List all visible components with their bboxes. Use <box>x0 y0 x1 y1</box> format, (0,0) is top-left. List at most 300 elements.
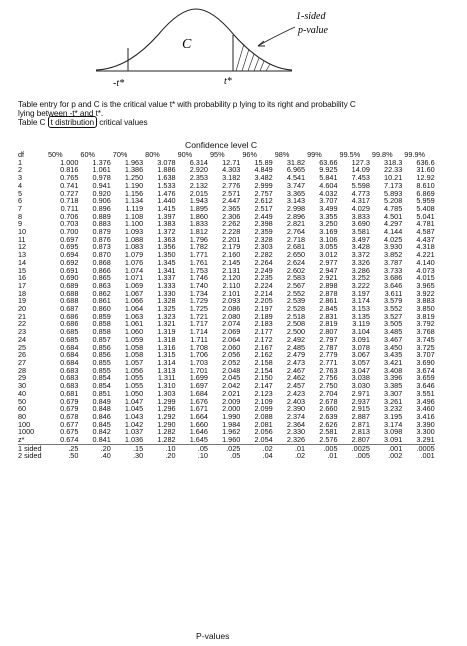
confidence-level-header: 70% <box>112 150 128 159</box>
critical-value-cell: 2.120 <box>222 273 241 283</box>
p-value-cell: .05 <box>230 451 241 461</box>
critical-value-cell: 0.856 <box>92 342 111 352</box>
critical-value-cell: 1.071 <box>124 273 144 283</box>
critical-value-cell: 3.307 <box>384 388 403 398</box>
critical-value-cell: 2.145 <box>222 257 241 267</box>
critical-value-cell: 2.779 <box>319 350 338 360</box>
df-cell: 1000 <box>18 427 35 437</box>
df-cell: 3 <box>18 173 23 183</box>
df-cell: 10 <box>18 227 27 237</box>
critical-value-cell: 3.467 <box>384 334 403 344</box>
caption-suffix: critical values <box>99 117 148 127</box>
df-cell: 30 <box>18 381 27 391</box>
critical-value-cell: 4.144 <box>384 227 403 237</box>
critical-value-cell: 2.887 <box>351 411 370 421</box>
critical-value-cell: 1.299 <box>157 396 176 406</box>
critical-value-cell: 0.920 <box>92 188 111 198</box>
critical-value-cell: 2.898 <box>319 280 338 290</box>
critical-value-cell: 1.350 <box>157 250 176 260</box>
p-row-label: 1 sided <box>18 444 46 452</box>
critical-value-cell: 2.306 <box>222 211 241 221</box>
df-cell: 22 <box>18 319 27 329</box>
critical-value-cell: 1.984 <box>222 419 241 429</box>
critical-value-cell: 1.701 <box>189 365 208 375</box>
critical-value-cell: 2.359 <box>254 227 273 237</box>
critical-value-cell: 5.598 <box>351 180 370 190</box>
critical-value-cell: 1.711 <box>190 334 208 344</box>
critical-value-cell: 2.626 <box>319 419 338 429</box>
critical-value-cell: 2.365 <box>222 203 241 213</box>
critical-value-cell: 3.291 <box>416 435 435 445</box>
critical-value-cell: 1.315 <box>157 350 176 360</box>
critical-value-cell: 2.080 <box>222 311 241 321</box>
critical-value-cell: 3.819 <box>416 311 435 321</box>
table-footer <box>18 444 435 460</box>
critical-value-cell: 1.310 <box>157 381 176 391</box>
confidence-level-heading: Confidence level C <box>185 140 258 150</box>
critical-value-cell: 5.841 <box>319 173 338 183</box>
critical-value-cell: 5.959 <box>416 196 435 206</box>
confidence-level-header: 99% <box>307 150 322 159</box>
critical-value-cell: 2.160 <box>222 250 241 260</box>
critical-value-cell: 2.214 <box>254 288 273 298</box>
critical-value-cell: 2.807 <box>351 435 370 445</box>
critical-value-cell: 1.325 <box>157 304 176 314</box>
critical-value-cell: 3.768 <box>416 327 435 337</box>
critical-value-cell: 3.057 <box>351 357 370 367</box>
critical-value-cell: 7.173 <box>384 180 403 190</box>
critical-value-cell: 1.328 <box>157 296 176 306</box>
df-cell: 20 <box>18 304 27 314</box>
critical-value-cell: 0.870 <box>92 250 111 260</box>
critical-value-cell: 3.055 <box>319 242 338 252</box>
critical-value-cell: 2.264 <box>254 257 273 267</box>
critical-value-cell: 2.819 <box>319 319 338 329</box>
critical-value-cell: 1.761 <box>189 257 208 267</box>
critical-value-cell: 1.660 <box>189 419 208 429</box>
critical-value-cell: 6.314 <box>189 157 208 167</box>
annotation-line-2: p-value <box>298 25 328 36</box>
critical-value-cell: 0.889 <box>92 211 111 221</box>
critical-value-cell: 3.611 <box>384 288 403 298</box>
critical-value-cell: 1.314 <box>157 357 176 367</box>
critical-value-cell: 0.883 <box>92 219 111 229</box>
critical-value-cell: 3.143 <box>286 196 306 206</box>
critical-value-cell: 0.854 <box>92 381 111 391</box>
critical-value-cell: 1.725 <box>189 304 208 314</box>
critical-value-cell: 10.21 <box>384 173 403 183</box>
critical-value-cell: 3.300 <box>416 427 435 437</box>
critical-value-cell: 5.893 <box>384 188 403 198</box>
critical-value-cell: 2.757 <box>254 188 273 198</box>
critical-value-cell: 0.848 <box>92 404 111 414</box>
critical-value-cell: 4.501 <box>384 211 403 221</box>
critical-value-cell: 3.707 <box>416 350 435 360</box>
arrow-head <box>258 41 265 46</box>
critical-value-cell: 1.156 <box>124 188 144 198</box>
critical-value-cell: 3.261 <box>384 396 403 406</box>
critical-value-cell: 1.943 <box>189 196 208 206</box>
critical-value-cell: 0.692 <box>60 257 79 267</box>
critical-value-cell: 2.056 <box>222 350 241 360</box>
critical-value-cell: 1.440 <box>157 196 176 206</box>
critical-value-cell: 2.326 <box>286 435 306 445</box>
p-value-cell: .0025 <box>338 444 370 452</box>
confidence-level-header: 50% <box>48 150 63 159</box>
caption-boxed-title: t distribution <box>48 116 97 128</box>
critical-value-cell: 0.857 <box>92 334 111 344</box>
p-value-cell: .50 <box>68 451 79 461</box>
critical-value-cell: 1.059 <box>124 334 144 344</box>
critical-value-cell: 1.055 <box>124 381 144 391</box>
left-cut-label: -t* <box>113 78 125 89</box>
critical-value-cell: 1.337 <box>157 273 176 283</box>
critical-value-cell: 3.965 <box>416 280 435 290</box>
critical-value-cell: 2.069 <box>222 327 241 337</box>
critical-value-cell: 1.043 <box>124 411 144 421</box>
critical-value-cell: 1.036 <box>124 435 144 445</box>
df-cell: 4 <box>18 180 23 190</box>
critical-value-cell: 1.386 <box>124 165 144 175</box>
critical-value-cell: 2.771 <box>319 357 338 367</box>
df-cell: 29 <box>18 373 27 383</box>
critical-value-cell: 1.886 <box>157 165 176 175</box>
critical-value-cell: 2.485 <box>286 342 306 352</box>
p-value-cell: .25 <box>46 444 78 452</box>
df-cell: 80 <box>18 411 27 421</box>
critical-value-cell: 3.496 <box>416 396 435 406</box>
p-value-cell: .20 <box>165 451 176 461</box>
critical-value-cell: 2.508 <box>286 319 306 329</box>
critical-value-cell: 1.323 <box>157 311 176 321</box>
critical-value-cell: 2.052 <box>222 357 241 367</box>
critical-value-cell: 1.296 <box>157 404 176 414</box>
critical-value-cell: 2.162 <box>254 350 273 360</box>
critical-value-cell: 1.057 <box>124 357 144 367</box>
p-value-cell: .001 <box>420 451 435 461</box>
critical-value-cell: 2.500 <box>286 327 306 337</box>
critical-value-cell: 3.922 <box>416 288 435 298</box>
critical-value-cell: 1.061 <box>92 165 111 175</box>
critical-value-cell: 3.421 <box>384 357 403 367</box>
df-cell: 12 <box>18 242 27 252</box>
critical-value-cell: 3.385 <box>384 381 403 391</box>
critical-value-cell: 3.078 <box>351 342 370 352</box>
critical-value-cell: 3.792 <box>416 319 435 329</box>
critical-value-cell: 2.045 <box>222 373 241 383</box>
critical-value-cell: 2.571 <box>222 188 241 198</box>
critical-value-cell: 3.833 <box>351 211 370 221</box>
critical-value-cell: 3.787 <box>384 257 403 267</box>
critical-value-cell: 0.841 <box>92 435 111 445</box>
critical-value-cell: 1.083 <box>124 242 144 252</box>
critical-value-cell: 1.045 <box>124 404 144 414</box>
critical-value-cell: 1.717 <box>189 319 208 329</box>
critical-value-cell: 1.638 <box>157 173 176 183</box>
critical-value-cell: 0.861 <box>92 296 111 306</box>
critical-value-cell: 1.990 <box>222 411 241 421</box>
critical-value-cell: 0.703 <box>60 219 79 229</box>
critical-value-cell: 3.485 <box>384 327 403 337</box>
critical-value-cell: 0.865 <box>92 273 111 283</box>
critical-value-cell: 0.711 <box>60 203 79 213</box>
critical-value-cell: 3.581 <box>351 227 370 237</box>
critical-value-cell: 2.787 <box>319 342 338 352</box>
df-cell: 23 <box>18 327 27 337</box>
critical-value-cell: 1.037 <box>124 427 144 437</box>
p-row-label: 2 sided <box>18 451 42 461</box>
critical-value-cell: 12.71 <box>222 157 241 167</box>
critical-value-cell: 2.282 <box>254 250 273 260</box>
critical-value-cell: 2.539 <box>286 296 306 306</box>
critical-value-cell: 2.150 <box>254 373 273 383</box>
critical-value-cell: 2.763 <box>319 365 338 375</box>
critical-value-cell: 1.363 <box>157 234 176 244</box>
critical-value-cell: 1.833 <box>189 219 208 229</box>
critical-value-cell: 2.201 <box>222 234 241 244</box>
critical-value-cell: 0.855 <box>92 365 111 375</box>
critical-value-cell: 1.664 <box>189 411 208 421</box>
critical-value-cell: 2.110 <box>222 280 241 290</box>
p-value-cell: .30 <box>133 451 144 461</box>
p-value-cell: .01 <box>327 451 338 461</box>
critical-value-cell: 3.435 <box>384 350 403 360</box>
p-value-cell: .10 <box>197 451 208 461</box>
critical-value-cell: 1.292 <box>157 411 176 421</box>
df-cell: 11 <box>18 234 26 244</box>
critical-value-cell: 1.676 <box>189 396 208 406</box>
critical-value-cell: 0.845 <box>92 419 111 429</box>
critical-value-cell: 2.048 <box>222 365 241 375</box>
critical-value-cell: 2.088 <box>254 411 273 421</box>
p-value-cell: .05 <box>176 444 208 452</box>
critical-value-cell: 2.235 <box>254 273 273 283</box>
critical-value-cell: 1.860 <box>189 211 208 221</box>
critical-value-cell: 2.158 <box>254 357 273 367</box>
critical-value-cell: 318.3 <box>384 157 403 167</box>
critical-value-cell: 1.341 <box>157 265 176 275</box>
critical-value-cell: 2.581 <box>319 427 338 437</box>
critical-value-cell: 0.684 <box>60 350 79 360</box>
critical-value-cell: 3.195 <box>384 411 403 421</box>
critical-value-cell: 3.222 <box>351 280 370 290</box>
critical-value-cell: 1.319 <box>157 327 176 337</box>
t-distribution-figure <box>0 0 467 100</box>
critical-value-cell: 1.645 <box>189 435 208 445</box>
critical-value-cell: 3.169 <box>319 227 338 237</box>
critical-value-cell: 0.868 <box>92 257 111 267</box>
critical-value-cell: 1.721 <box>189 311 208 321</box>
annotation-arrow <box>258 27 295 46</box>
critical-value-cell: 2.998 <box>286 203 306 213</box>
critical-value-cell: 2.813 <box>351 427 370 437</box>
critical-value-cell: 2.403 <box>286 396 306 406</box>
df-cell: 27 <box>18 357 27 367</box>
critical-value-cell: 2.602 <box>286 265 306 275</box>
critical-value-cell: 0.849 <box>92 396 111 406</box>
critical-value-cell: 1.533 <box>157 180 176 190</box>
critical-value-cell: 0.862 <box>92 288 111 298</box>
p-value-cell: .20 <box>78 444 110 452</box>
confidence-level-header: 60% <box>80 150 95 159</box>
critical-value-cell: 2.123 <box>254 388 273 398</box>
critical-value-cell: 0.697 <box>60 234 79 244</box>
critical-value-cell: 2.054 <box>254 435 273 445</box>
critical-value-cell: 0.695 <box>60 242 79 252</box>
critical-value-cell: 0.685 <box>60 334 79 344</box>
critical-value-cell: 2.915 <box>351 404 370 414</box>
critical-value-cell: 2.920 <box>189 165 208 175</box>
table-body <box>18 159 435 445</box>
critical-value-cell: 0.866 <box>92 265 111 275</box>
critical-value-cell: 0.674 <box>60 435 79 445</box>
critical-value-cell: 2.567 <box>286 280 306 290</box>
critical-value-cell: 3.646 <box>416 381 435 391</box>
critical-value-cell: 2.492 <box>286 334 306 344</box>
df-cell: 28 <box>18 365 27 375</box>
df-cell: 26 <box>18 350 27 360</box>
critical-value-cell: 1.282 <box>157 427 176 437</box>
critical-value-cell: 1.290 <box>157 419 176 429</box>
t-distribution-table <box>18 151 435 460</box>
critical-value-cell: 1.372 <box>157 227 176 237</box>
critical-value-cell: 0.863 <box>92 280 111 290</box>
area-letter: C <box>182 37 192 52</box>
critical-value-cell: 3.372 <box>351 250 370 260</box>
critical-value-cell: 12.92 <box>416 173 435 183</box>
critical-value-cell: 1.963 <box>124 157 144 167</box>
confidence-level-header: 99.9% <box>404 150 425 159</box>
p-value-cell: .001 <box>370 444 402 452</box>
critical-value-cell: 1.321 <box>157 319 176 329</box>
critical-value-cell: 3.326 <box>351 257 370 267</box>
critical-value-cell: 1.376 <box>92 157 111 167</box>
df-cell: 24 <box>18 334 27 344</box>
critical-value-cell: 2.764 <box>286 227 306 237</box>
critical-value-cell: 1.063 <box>124 311 144 321</box>
critical-value-cell: 0.816 <box>60 165 79 175</box>
critical-value-cell: 2.449 <box>254 211 273 221</box>
critical-value-cell: 3.852 <box>384 250 403 260</box>
critical-value-cell: 2.205 <box>254 296 273 306</box>
critical-value-cell: 1.058 <box>124 350 144 360</box>
critical-value-cell: 3.286 <box>351 265 370 275</box>
critical-value-cell: 1.067 <box>124 288 144 298</box>
critical-value-cell: 0.859 <box>92 311 111 321</box>
critical-value-cell: 2.015 <box>189 188 208 198</box>
critical-value-cell: 1.962 <box>222 427 241 437</box>
df-cell: 15 <box>18 265 27 275</box>
right-tail-hatching <box>236 44 270 71</box>
critical-value-cell: 3.497 <box>351 234 370 244</box>
critical-value-cell: 4.297 <box>384 219 403 229</box>
critical-value-cell: 2.172 <box>254 334 273 344</box>
critical-value-cell: 2.678 <box>319 396 338 406</box>
critical-value-cell: 1.740 <box>189 280 208 290</box>
critical-value-cell: 636.6 <box>416 157 435 167</box>
critical-value-cell: 3.733 <box>384 265 403 275</box>
critical-value-cell: 2.183 <box>254 319 273 329</box>
critical-value-cell: 3.450 <box>384 342 403 352</box>
critical-value-cell: 0.873 <box>92 242 111 252</box>
critical-value-cell: 0.700 <box>60 227 79 237</box>
critical-value-cell: 0.675 <box>60 427 79 437</box>
critical-value-cell: 2.977 <box>319 257 338 267</box>
critical-value-cell: 2.228 <box>222 227 241 237</box>
critical-value-cell: 2.000 <box>222 404 241 414</box>
df-cell: 8 <box>18 211 23 221</box>
critical-value-cell: 0.906 <box>92 196 111 206</box>
critical-value-cell: 1.318 <box>157 334 176 344</box>
critical-value-cell: 2.249 <box>254 265 273 275</box>
p-value-cell: .04 <box>262 451 273 461</box>
critical-value-cell: 4.317 <box>351 196 370 206</box>
critical-value-cell: 3.747 <box>286 180 306 190</box>
critical-value-cell: 3.119 <box>352 319 370 329</box>
critical-value-cell: 127.3 <box>351 157 370 167</box>
critical-value-cell: 1.079 <box>124 250 144 260</box>
critical-value-cell: 3.038 <box>351 373 370 383</box>
critical-value-cell: 0.860 <box>92 304 111 314</box>
critical-value-cell: 2.528 <box>286 304 306 314</box>
critical-value-cell: 2.871 <box>351 419 370 429</box>
critical-value-cell: 0.679 <box>60 396 79 406</box>
right-cut-label: t* <box>224 76 232 87</box>
critical-value-cell: 1.311 <box>157 373 176 383</box>
critical-value-cell: 3.250 <box>319 219 338 229</box>
critical-value-cell: 2.042 <box>222 381 241 391</box>
critical-value-cell: 4.015 <box>416 273 435 283</box>
critical-value-cell: 1.119 <box>125 203 144 213</box>
critical-value-cell: 2.704 <box>319 388 338 398</box>
critical-value-cell: 2.462 <box>286 373 306 383</box>
critical-value-cell: 1.753 <box>189 265 208 275</box>
p-value-cell: .025 <box>208 444 240 452</box>
critical-value-cell: 8.610 <box>416 180 435 190</box>
df-cell: 2 <box>18 165 23 175</box>
df-cell: 40 <box>18 388 27 398</box>
critical-value-cell: 0.694 <box>60 250 79 260</box>
critical-value-cell: 3.690 <box>416 357 435 367</box>
critical-value-cell: 3.030 <box>351 381 370 391</box>
df-cell: 1 <box>18 157 23 167</box>
critical-value-cell: 2.750 <box>319 381 338 391</box>
critical-value-cell: 1.064 <box>124 304 144 314</box>
critical-value-cell: 4.303 <box>222 165 241 175</box>
critical-value-cell: 2.624 <box>286 257 306 267</box>
df-cell: 7 <box>18 203 23 213</box>
critical-value-cell: 1.100 <box>124 219 144 229</box>
critical-value-cell: 2.224 <box>254 280 273 290</box>
critical-value-cell: 3.091 <box>384 435 403 445</box>
p-value-cell: .005 <box>355 451 370 461</box>
critical-value-cell: 3.428 <box>351 242 370 252</box>
confidence-level-header: 96% <box>242 150 257 159</box>
critical-value-cell: 0.679 <box>60 404 79 414</box>
critical-value-cell: 0.718 <box>60 196 79 206</box>
critical-value-cell: 2.154 <box>254 365 273 375</box>
critical-value-cell: 4.221 <box>416 250 435 260</box>
critical-value-cell: 3.850 <box>416 304 435 314</box>
critical-value-cell: 4.025 <box>384 234 403 244</box>
critical-value-cell: 2.807 <box>319 327 338 337</box>
critical-value-cell: 2.447 <box>222 196 241 206</box>
critical-value-cell: 1.706 <box>189 350 208 360</box>
critical-value-cell: 2.878 <box>319 288 338 298</box>
critical-value-cell: 2.517 <box>254 203 273 213</box>
critical-value-cell: 3.482 <box>254 173 273 183</box>
critical-value-cell: 3.098 <box>384 427 403 437</box>
